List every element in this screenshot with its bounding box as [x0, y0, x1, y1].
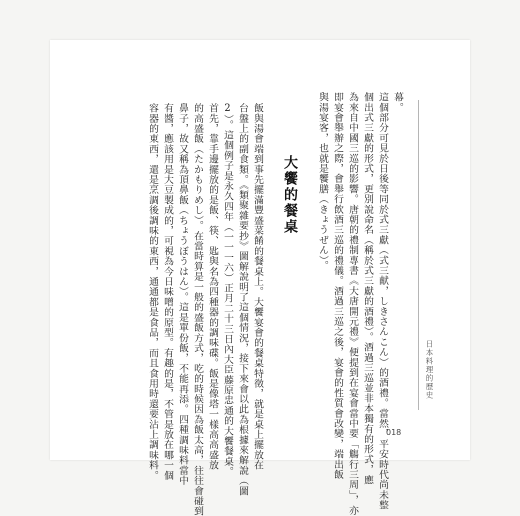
text-line: 個出式三獻的形式，更別說命名（稱於式三獻的酒禮）。酒過三巡並非本獨有的形式，應	[362, 92, 373, 485]
running-header: 日本料理的歷史	[425, 340, 434, 400]
margin-rule	[418, 100, 419, 410]
text-line: 為來自中國三巡的影響。唐朝的禮制專書《大唐開元禮》便提到在宴會當中要「觴行三周」，亦	[347, 92, 358, 516]
text-line: 這個部分可見於日後等同於式三獻（式三献，しきさんこん）的酒禮。當然，平安時代尚未整	[377, 92, 388, 511]
page-number: 018	[386, 428, 402, 437]
text-line: 有醬，應該用是大豆製成的，可視為今日味噌的原型。有趣的是，不管是放在哪一個	[162, 103, 173, 481]
text-line: 飯與湯會端到事先擺滿豐盛菜餚的餐桌上。大饗宴會的餐桌特徵，就是桌上擺放在	[252, 103, 263, 471]
section-2-text	[145, 103, 265, 516]
section-heading: 大饗的餐桌	[282, 155, 298, 235]
text-line: 鼻子，故又稱為頂鼻飯（ちょうぼうはん）。這是單份飯，不能再添。四種調味料當中	[177, 103, 188, 486]
text-line: 2）。這個例子是永久四年（一一一六）正月二十三日內大臣藤原忠通的大饗餐桌。	[222, 103, 233, 477]
text-line: 容器的東西，還是烹調後調味的東西，通通都是食品，而且食用時還要沾上調味料。	[147, 103, 158, 481]
text-line: 台盤上的副食類。《類聚雜要抄》圖解說明了這個情況，接下來會以此為根據來解說（圖	[237, 103, 248, 496]
text-line: 與湯宴客，也就是饗膳（きょうぜん）。	[317, 92, 328, 271]
text-line: 幕。	[392, 92, 403, 113]
text-line: 首先，靠手邊擺放的是飯、筷、匙與名為四種器的調味碟。飯是像塔一樣高高盛放	[207, 103, 218, 471]
text-line: 即宴會舉辦之際，會舉行飲酒三巡的禮儀。酒過三巡之後，宴會的性質會改變，端出飯	[332, 92, 343, 480]
text-line: 的高盛飯（たかもりめし）。在當時算是一般的盛飯方式，吃的時候因為飯太高，往往會碰到	[192, 103, 203, 516]
book-page	[50, 40, 470, 516]
